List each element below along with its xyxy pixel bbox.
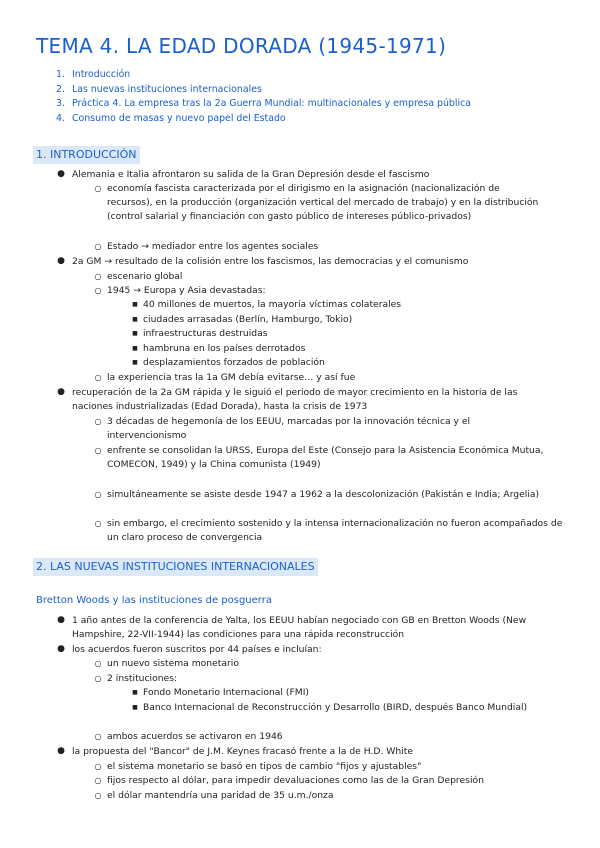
list-item-text: simultáneamente se asiste desde 1947 a 1962 a la descolonización (Pakistán e India; Argelia) <box>107 489 540 500</box>
list-item-text: un nuevo sistema monetario <box>107 658 239 669</box>
list-item <box>94 657 567 671</box>
bullet-icon: ● <box>57 387 65 397</box>
list-item-text: recuperación de la 2a GM rápida y le siguió el periodo de mayor crecimiento en la historia de las naciones industrializadas (Edad Dorada), hasta la crisis de 1973 <box>72 387 518 412</box>
toc-number: 4. <box>56 112 65 124</box>
bullet-icon: ○ <box>94 659 102 668</box>
bullet-icon: ● <box>57 256 65 266</box>
list-item-text: la propuesta del "Bancor" de J.M. Keynes fracasó frente a la de H.D. White <box>72 746 414 757</box>
list-item <box>132 327 563 341</box>
list-item <box>132 298 563 312</box>
toc-item[interactable] <box>56 97 471 112</box>
list-item <box>94 284 567 298</box>
bullet-icon: ■ <box>132 330 138 337</box>
bullet-icon: ■ <box>132 704 138 711</box>
section-heading-instituciones: 2. LAS NUEVAS INSTITUCIONES INTERNACIONALES <box>33 558 318 576</box>
bullet-icon: ○ <box>94 417 102 426</box>
bullet-icon: ○ <box>94 242 102 251</box>
list-item-text: Fondo Monetario Internacional (FMI) <box>143 687 309 698</box>
toc-item[interactable] <box>56 112 471 127</box>
bullet-icon: ● <box>57 746 65 756</box>
list-item-text: 1 año antes de la conferencia de Yalta, los EEUU habían negociado con GB en Bretton Woods (New Hampshire, 22-VII-1944) las condiciones para una rápida reconstrucción <box>72 615 527 640</box>
list-item-text: 40 millones de muertos, la mayoría víctimas colaterales <box>143 299 402 310</box>
bullet-icon: ○ <box>94 674 102 683</box>
bullet-icon: ○ <box>94 272 102 281</box>
bullet-icon: ○ <box>94 519 102 528</box>
list-item <box>94 182 539 223</box>
list-item <box>57 386 550 414</box>
bullet-icon: ■ <box>132 316 138 323</box>
section-heading-introduccion: 1. INTRODUCCIÓN <box>33 146 140 164</box>
toc-label: Introducción <box>72 69 131 80</box>
list-item-text: hambruna en los países derrotados <box>143 343 306 354</box>
list-item-text: escenario global <box>107 271 183 282</box>
list-item-text: infraestructuras destruidas <box>143 328 268 339</box>
list-item <box>94 517 573 545</box>
list-item <box>94 760 577 774</box>
subsection-heading: Bretton Woods y las instituciones de posguerra <box>36 595 272 606</box>
list-item-text: desplazamientos forzados de población <box>143 357 325 368</box>
bullet-icon: ● <box>57 615 65 625</box>
list-item <box>94 488 573 502</box>
list-item-text: sin embargo, el crecimiento sostenido y la intensa internacionalización no fueron acompañados de un claro proceso de convergencia <box>107 518 563 543</box>
bullet-icon: ○ <box>94 446 102 455</box>
list-item-text: ambos acuerdos se activaron en 1946 <box>107 731 283 742</box>
toc-number: 1. <box>56 69 65 80</box>
bullet-icon: ● <box>57 169 65 179</box>
table-of-contents <box>56 68 471 126</box>
list-item <box>94 774 577 788</box>
list-item-text: 1945 → Europa y Asia devastadas: <box>107 285 266 296</box>
list-item-text: Alemania e Italia afrontaron su salida de la Gran Depresión desde el fascismo <box>72 169 430 180</box>
toc-number: 3. <box>56 98 65 110</box>
list-item <box>94 444 569 472</box>
bullet-icon: ○ <box>94 762 102 771</box>
list-item <box>57 745 582 759</box>
list-item-text: enfrente se consolidan la URSS, Europa del Este (Consejo para la Asistencia Económica Mutua, COMECON, 1949) y la China comunista (1949) <box>107 445 544 470</box>
toc-label: Práctica 4. La empresa tras la 2a Guerra Mundial: multinacionales y empresa pública <box>72 98 471 110</box>
bullet-icon: ● <box>57 644 65 654</box>
toc-label: Las nuevas instituciones internacionales <box>72 83 262 95</box>
list-item <box>132 356 563 370</box>
bullet-icon: ○ <box>94 490 102 499</box>
bullet-icon: ■ <box>132 359 138 366</box>
bullet-icon: ○ <box>94 732 102 741</box>
list-item-text: 2 instituciones: <box>107 673 178 684</box>
list-item-text: el dólar mantendría una paridad de 35 u.m./onza <box>107 790 334 801</box>
list-item <box>57 643 568 657</box>
list-item <box>94 730 567 744</box>
list-item-text: los acuerdos fueron suscritos por 44 países e incluían: <box>72 644 322 655</box>
bullet-icon: ○ <box>94 184 102 193</box>
list-item <box>57 168 582 182</box>
list-item-text: 2a GM → resultado de la colisión entre los fascismos, las democracias y el comunismo <box>72 256 469 267</box>
list-item-text: ciudades arrasadas (Berlín, Hamburgo, Tokio) <box>143 314 353 325</box>
list-item-text: economía fascista caracterizada por el dirigismo en la asignación (nacionalización de recursos), en la producción (organización vertical del mercado de trabajo) y en la distribución (control salarial y financiación con gasto público de intereses público-privados) <box>107 183 539 222</box>
list-item <box>94 240 567 254</box>
list-item-text: Estado → mediador entre los agentes sociales <box>107 241 319 252</box>
bullet-icon: ○ <box>94 286 102 295</box>
toc-label: Consumo de masas y nuevo papel del Estado <box>72 112 286 124</box>
list-item <box>132 342 563 356</box>
list-item <box>94 415 545 443</box>
bullet-icon: ○ <box>94 373 102 382</box>
list-item-text: la experiencia tras la 1a GM debía evitarse… y así fue <box>107 372 356 383</box>
list-item-text: Banco Internacional de Reconstrucción y Desarrollo (BIRD, después Banco Mundial) <box>143 702 528 713</box>
list-item <box>132 686 563 700</box>
bullet-icon: ○ <box>94 776 102 785</box>
bullet-icon: ■ <box>132 345 138 352</box>
list-item <box>132 701 553 715</box>
list-item <box>132 313 563 327</box>
list-item-text: 3 décadas de hegemonía de los EEUU, marcadas por la innovación técnica y el intervencionismo <box>107 416 471 441</box>
bullet-icon: ■ <box>132 301 138 308</box>
list-item <box>57 614 568 642</box>
list-item <box>94 672 567 686</box>
list-item-text: el sistema monetario se basó en tipos de cambio "fijos y ajustables" <box>107 761 422 772</box>
list-item <box>57 255 582 269</box>
toc-item[interactable] <box>56 68 471 83</box>
toc-item[interactable] <box>56 83 471 98</box>
list-item-text: fijos respecto al dólar, para impedir devaluaciones como las de la Gran Depresión <box>107 775 484 786</box>
toc-number: 2. <box>56 83 65 95</box>
list-item <box>94 371 567 385</box>
bullet-icon: ○ <box>94 791 102 800</box>
page-title: TEMA 4. LA EDAD DORADA (1945-1971) <box>36 34 447 58</box>
list-item <box>94 270 567 284</box>
list-item <box>94 789 577 803</box>
bullet-icon: ■ <box>132 689 138 696</box>
